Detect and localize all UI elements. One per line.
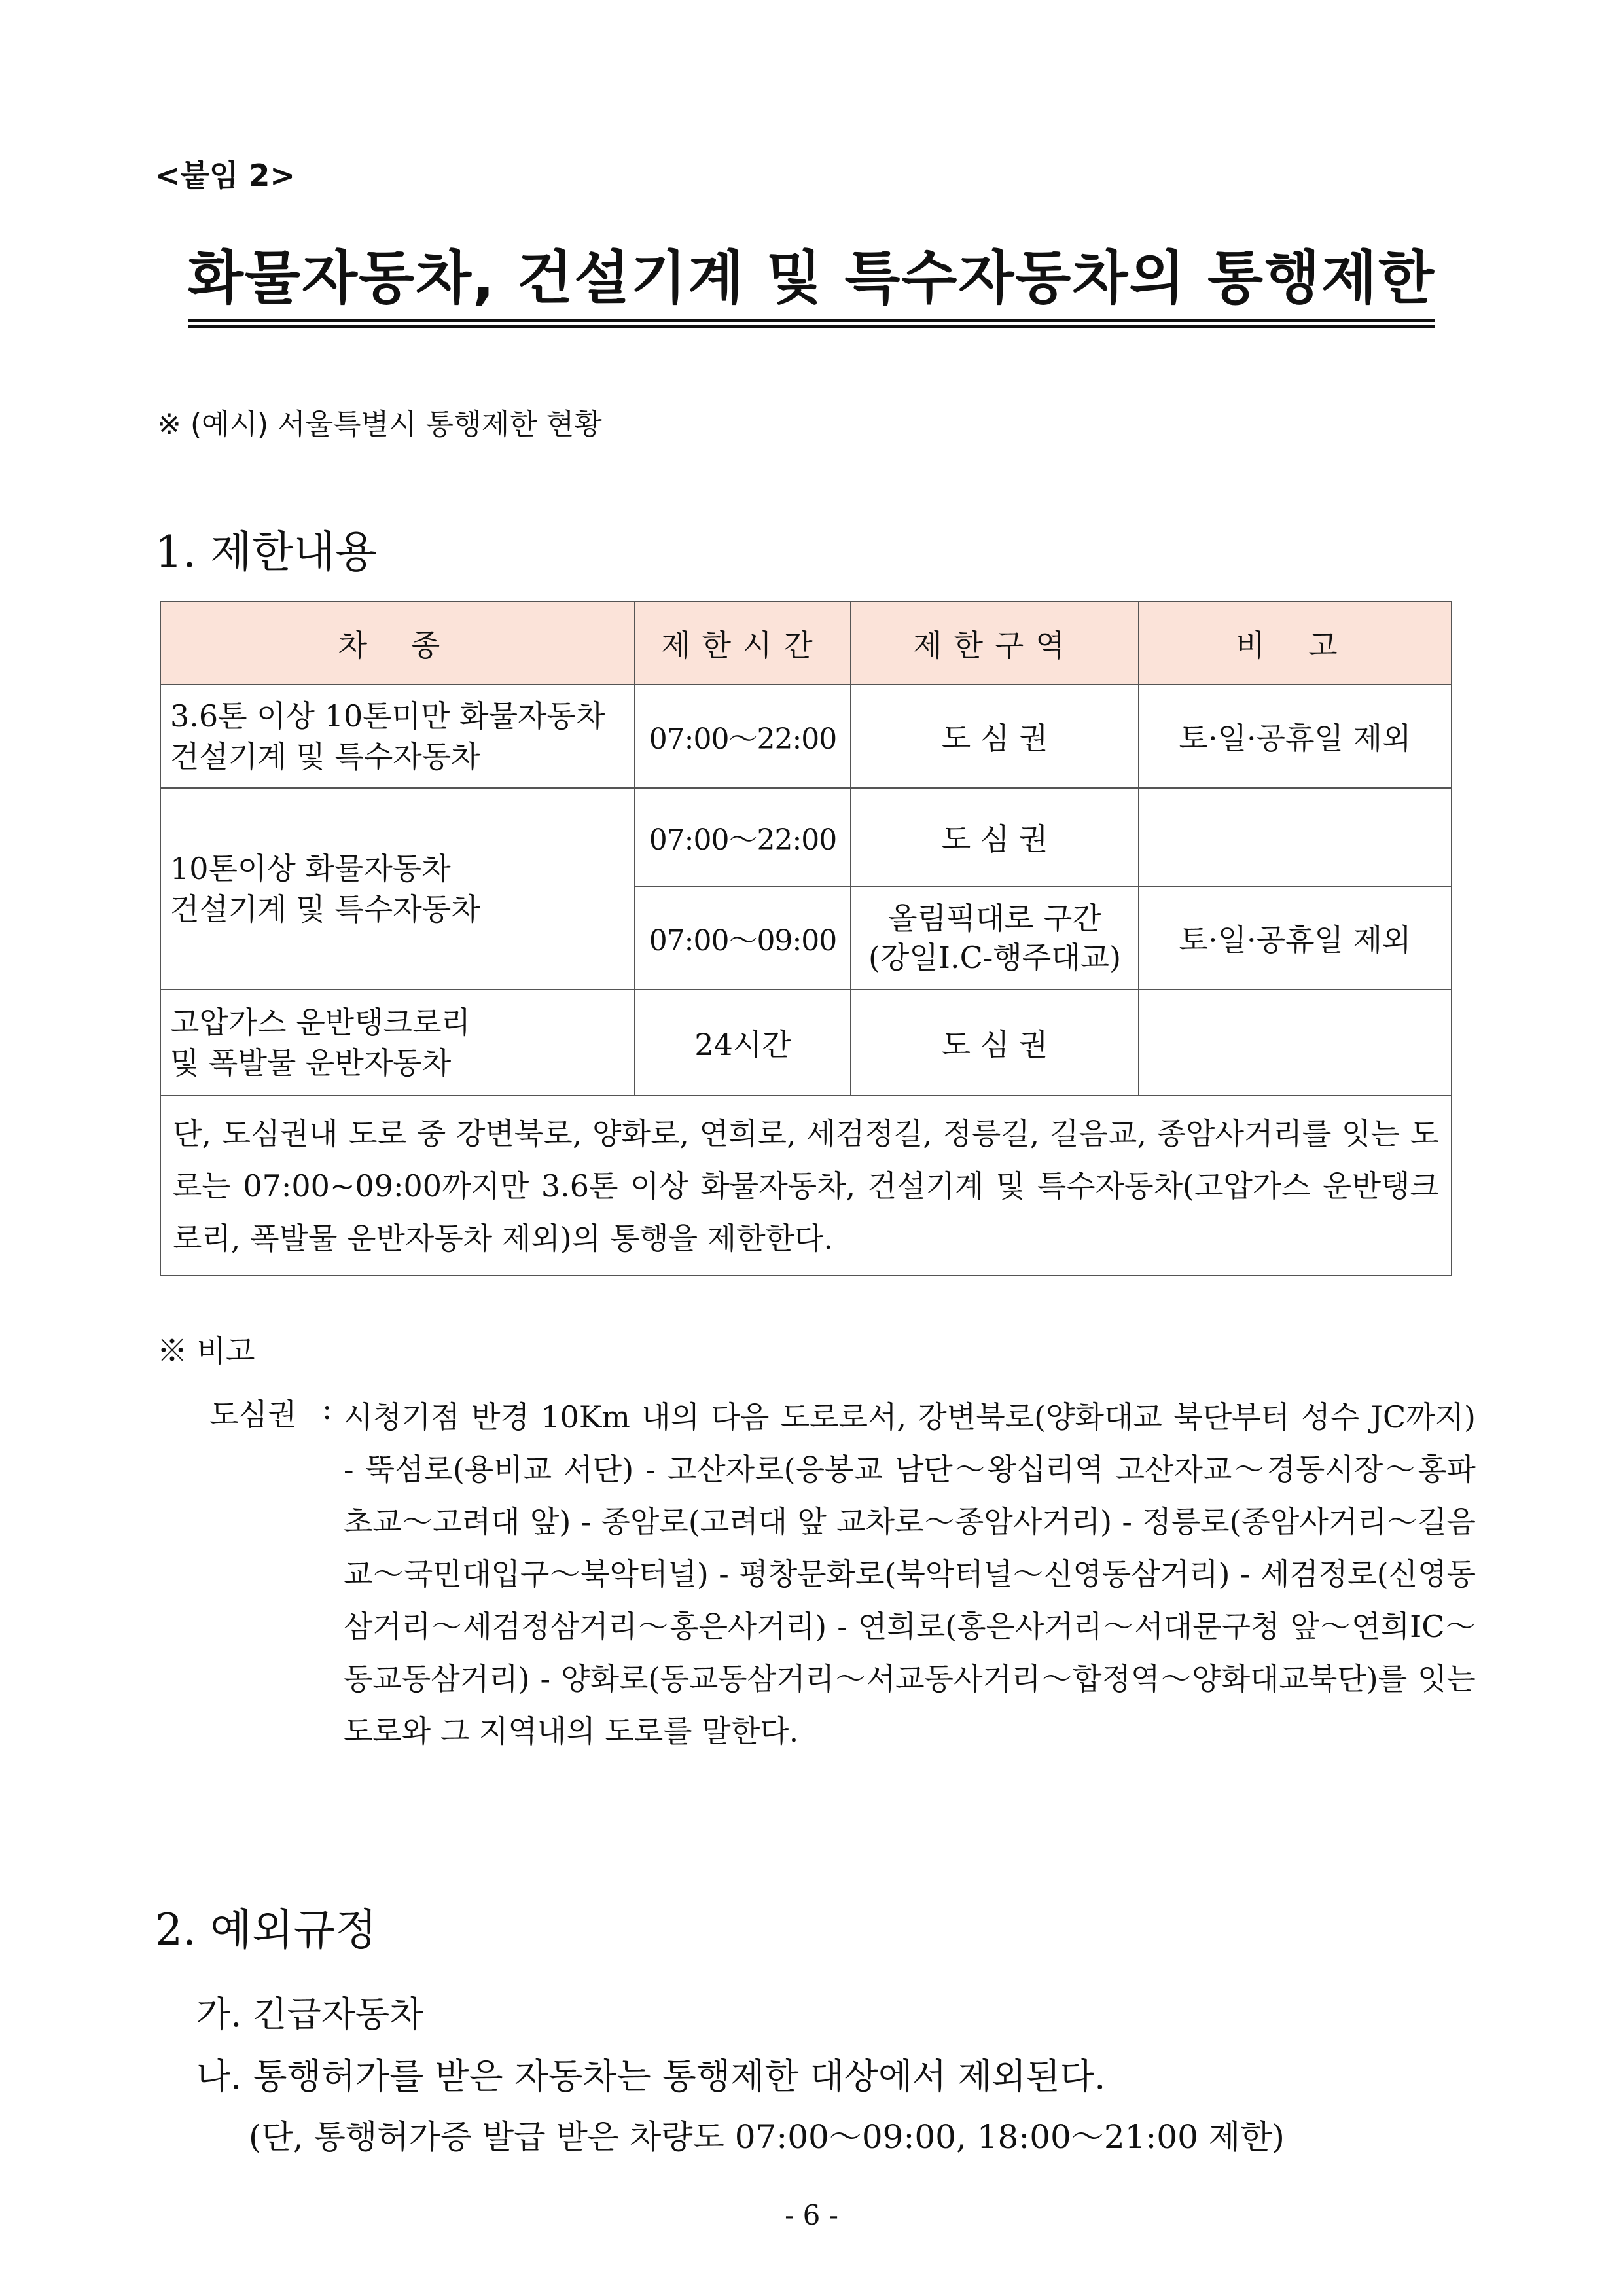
page-number: - 6 - bbox=[785, 2199, 838, 2231]
remark-cell: 토·일·공휴일 제외 bbox=[1139, 685, 1452, 788]
remark-cell bbox=[1139, 990, 1452, 1096]
section1-heading: 1. 제한내용 bbox=[155, 527, 377, 577]
zone-line: 올림픽대로 구간 bbox=[888, 901, 1101, 936]
header-time: 제한시간 bbox=[635, 601, 851, 685]
zone-cell bbox=[851, 886, 1139, 990]
zone-cell: 도 심 권 bbox=[851, 990, 1139, 1096]
zone-cell: 도 심 권 bbox=[851, 788, 1139, 886]
vehicle-cell bbox=[160, 990, 635, 1096]
restriction-table bbox=[160, 601, 1452, 1276]
vehicle-line: 및 폭발물 운반자동차 bbox=[170, 1045, 452, 1081]
remarks-colon: : bbox=[322, 1391, 332, 1426]
table-header-row bbox=[160, 601, 1452, 685]
zone-line: (강일I.C-행주대교) bbox=[868, 940, 1122, 975]
header-remark: 비 고 bbox=[1139, 601, 1452, 685]
vehicle-line: 고압가스 운반탱크로리 bbox=[170, 1005, 471, 1040]
remarks-key: 도심권 bbox=[209, 1397, 297, 1432]
section2-heading: 2. 예외규정 bbox=[155, 1905, 377, 1955]
time-cell: 24시간 bbox=[635, 990, 851, 1096]
vehicle-cell bbox=[160, 788, 635, 990]
attachment-label: <붙임 2> bbox=[155, 158, 295, 193]
table-note: 단, 도심권내 도로 중 강변북로, 양화로, 연희로, 세검정길, 정릉길, 길음교, 종암사거리를 잇는 도로는 07:00~09:00까지만 3.6톤 이상 화물자동차, 건설기계 및 특수자동차(고압가스 운반탱크로리, 폭발물 운반자동차 제외)의 통행을 제한한다. bbox=[160, 1096, 1452, 1276]
header-zone: 제한구역 bbox=[851, 601, 1139, 685]
remarks-text: 시청기점 반경 10Km 내의 다음 도로로서, 강변북로(양화대교 북단부터 성수 JC까지) - 뚝섬로(용비교 서단) - 고산자로(응봉교 남단～왕십리역 고산자교～경동시장～홍파초교～고려대 앞) - 종암로(고려대 앞 교차로～종암사거리) - 정릉로(종암사거리～길음교～국민대입구～북악터널) - 평창문화로(북악터널～신영동삼거리) - 세검정로(신영동삼거리～세검정삼거리～홍은사거리) - 연희로(홍은사거리～서대문구청 앞～연희IC～동교동삼거리) - 양화로(동교동삼거리～서교동사거리～합정역～양화대교북단)를 잇는 도로와 그 지역내의 도로를 말한다. bbox=[344, 1399, 1476, 1749]
vehicle-cell bbox=[160, 685, 635, 788]
table-row bbox=[160, 990, 1452, 1096]
time-cell: 07:00～22:00 bbox=[635, 685, 851, 788]
remarks-label: ※ 비고 bbox=[157, 1333, 255, 1369]
title-container bbox=[0, 232, 1623, 322]
time-cell: 07:00～09:00 bbox=[635, 886, 851, 990]
table-note-row bbox=[160, 1096, 1452, 1276]
vehicle-line: 건설기계 및 특수자동차 bbox=[170, 891, 480, 927]
example-note: ※ (예시) 서울특별시 통행제한 현황 bbox=[157, 408, 602, 441]
exception-item: 나. 통행허가를 받은 자동차는 통행제한 대상에서 제외된다. bbox=[196, 2056, 1106, 2097]
time-cell: 07:00～22:00 bbox=[635, 788, 851, 886]
exception-item: 가. 긴급자동차 bbox=[196, 1994, 424, 2035]
remark-cell bbox=[1139, 788, 1452, 886]
header-vehicle-type: 차 종 bbox=[160, 601, 635, 685]
vehicle-line: 건설기계 및 특수자동차 bbox=[170, 739, 480, 774]
vehicle-line: 10톤이상 화물자동차 bbox=[170, 851, 451, 886]
table-row bbox=[160, 788, 1452, 886]
remark-cell: 토·일·공휴일 제외 bbox=[1139, 886, 1452, 990]
zone-cell: 도 심 권 bbox=[851, 685, 1139, 788]
vehicle-line: 3.6톤 이상 10톤미만 화물자동차 bbox=[170, 698, 605, 734]
document-title: 화물자동차, 건설기계 및 특수자동차의 통행제한 bbox=[188, 232, 1435, 322]
table-row bbox=[160, 685, 1452, 788]
exception-note: (단, 통행허가증 발급 받은 차량도 07:00～09:00, 18:00～21:00 제한) bbox=[249, 2118, 1285, 2156]
